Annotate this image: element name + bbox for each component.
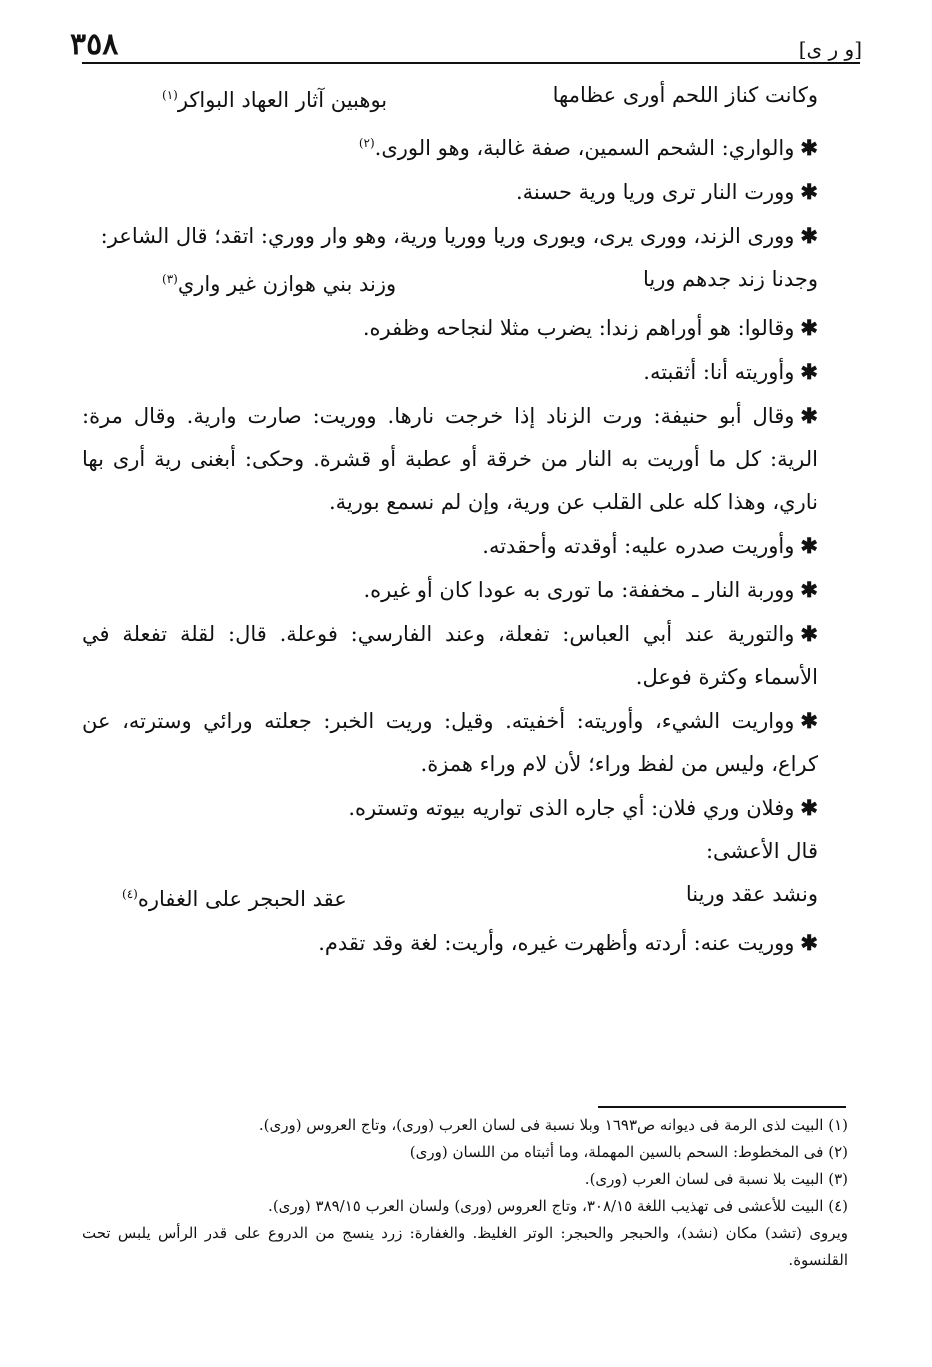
star-marker: ✱ [800,621,818,646]
footnote-ref-4: (٤) [122,887,138,901]
verse-1 [82,74,848,122]
verse-1-first-half: وكانت كناز اللحم أورى عظامها [552,83,818,107]
star-marker: ✱ [800,708,818,733]
verse-3-second-half: عقد الحبجر على الغفاره [137,887,347,911]
entry-text: ووريت عنه: أردته وأظهرت غيره، وأريت: لغة وقد تقدم. [318,931,795,955]
entry-warat-an-nar [82,170,848,214]
entry-awrahum [82,306,848,350]
header-rule [82,62,860,64]
star-marker: ✱ [800,223,818,248]
entry-tawriya [82,612,848,699]
entry-awraytu-sadrahu [82,524,848,568]
verse-1-second-half: بوهبين آثار العهاد البواكر [177,88,388,112]
entry-text: وفلان وري فلان: أي جاره الذى تواريه بيوته وتستره. [348,796,795,820]
entry-text: والواري: الشحم السمين، صفة غالبة، وهو الورى. [374,136,795,160]
entry-text: وقال أبو حنيفة: ورت الزناد إذا خرجت نارها. ووريت: صارت وارية. وقال مرة: الرية: كل ما أوريت به النار من خرقة أو عطبة أو قشرة. وحكى: أبغنى رية أرى بها ناري، وهذا كله على القلب عن ورية، وإن لم نسمع بورية. [82,404,818,514]
entry-text: وأوريته أنا: أثقبته. [643,360,795,384]
verse-3-first-half: ونشد عقد ورينا [685,882,818,906]
star-marker: ✱ [800,577,818,602]
verse-2-second-half-wrap [162,258,396,306]
entry-wariyat-an-nar [82,568,848,612]
footnote-1: (١) البيت لذى الرمة فى ديوانه ص١٦٩٣ وبلا نسبة فى لسان العرب (ورى)، وتاج العروس (ورى). [258,1116,848,1134]
quote-intro: قال الأعشى: [705,839,818,863]
entry-text: ووربة النار ـ مخففة: ما تورى به عودا كان أو غيره. [363,578,795,602]
footnote-4: (٤) البيت للأعشى فى تهذيب اللغة ٣٠٨/١٥، وتاج العروس (ورى) ولسان العرب ٣٨٩/١٥ (ورى). [268,1197,848,1215]
star-marker: ✱ [800,359,818,384]
star-marker: ✱ [800,533,818,558]
footnote-rule [598,1106,846,1108]
entry-text: وواريت الشيء، وأوريته: أخفيته. وقيل: وريت الخبر: جعلته ورائي وسترته، عن كراع، وليس من لفظ وراء؛ لأن لام وراء همزة. [82,709,818,776]
star-marker: ✱ [800,315,818,340]
verse-2-first-half: وجدنا زند جدهم وريا [642,267,818,291]
verse-3-second-half-wrap [122,873,347,921]
entry-warraytu-anhu [82,921,848,965]
footnote-4-continued: ويروى (تشد) مكان (نشد)، والحبجر والحبجر: الوتر الغليظ. والغفارة: زرد ينسج من الدروع على قدر الرأس يلبس تحت القلنسوة. [82,1224,848,1269]
footnote-ref-1: (١) [162,88,178,102]
entry-awraytuhu [82,350,848,394]
entry-text: وورى الزند، وورى يرى، ويورى وريا ووريا ورية، وهو وار ووري: اتقد؛ قال الشاعر: [100,224,795,248]
verse-2-second-half: وزند بني هوازن غير واري [177,272,397,296]
running-head: [و ر ى] [798,37,862,61]
entry-waraytu-ash-shay [82,699,848,786]
star-marker: ✱ [800,795,818,820]
page-number: ٣٥٨ [70,27,119,62]
star-marker: ✱ [800,135,818,160]
entry-abu-hanifa [82,394,848,524]
entry-text: وأوريت صدره عليه: أوقدته وأحقدته. [482,534,795,558]
star-marker: ✱ [800,179,818,204]
entry-text: وورت النار ترى وريا ورية حسنة. [515,180,795,204]
footnote-3: (٣) البيت بلا نسبة فى لسان العرب (ورى). [584,1170,848,1188]
entry-wariy-fulan [82,786,848,830]
footnote-ref-2: (٢) [358,136,375,150]
page-header [70,22,862,62]
entry-text: والتورية عند أبي العباس: تفعلة، وعند الفارسي: فوعلة. قال: لقلة تفعلة في الأسماء وكثرة فوعل. [82,622,818,689]
verse-1-second-half-wrap [162,74,387,122]
verse-2 [82,258,848,306]
footnotes [82,1112,848,1274]
footnote-2: (٢) فى المخطوط: السحم بالسين المهملة، وما أثبتاه من اللسان (ورى) [409,1143,848,1161]
star-marker: ✱ [800,930,818,955]
entry-waari [82,122,848,170]
entry-text: وقالوا: هو أوراهم زندا: يضرب مثلا لنجاحه وظفره. [362,316,795,340]
star-marker: ✱ [800,403,818,428]
entry-wara-az-zand [82,214,848,258]
verse-3 [82,873,848,921]
footnote-ref-3: (٣) [162,272,178,286]
main-text [82,74,848,965]
